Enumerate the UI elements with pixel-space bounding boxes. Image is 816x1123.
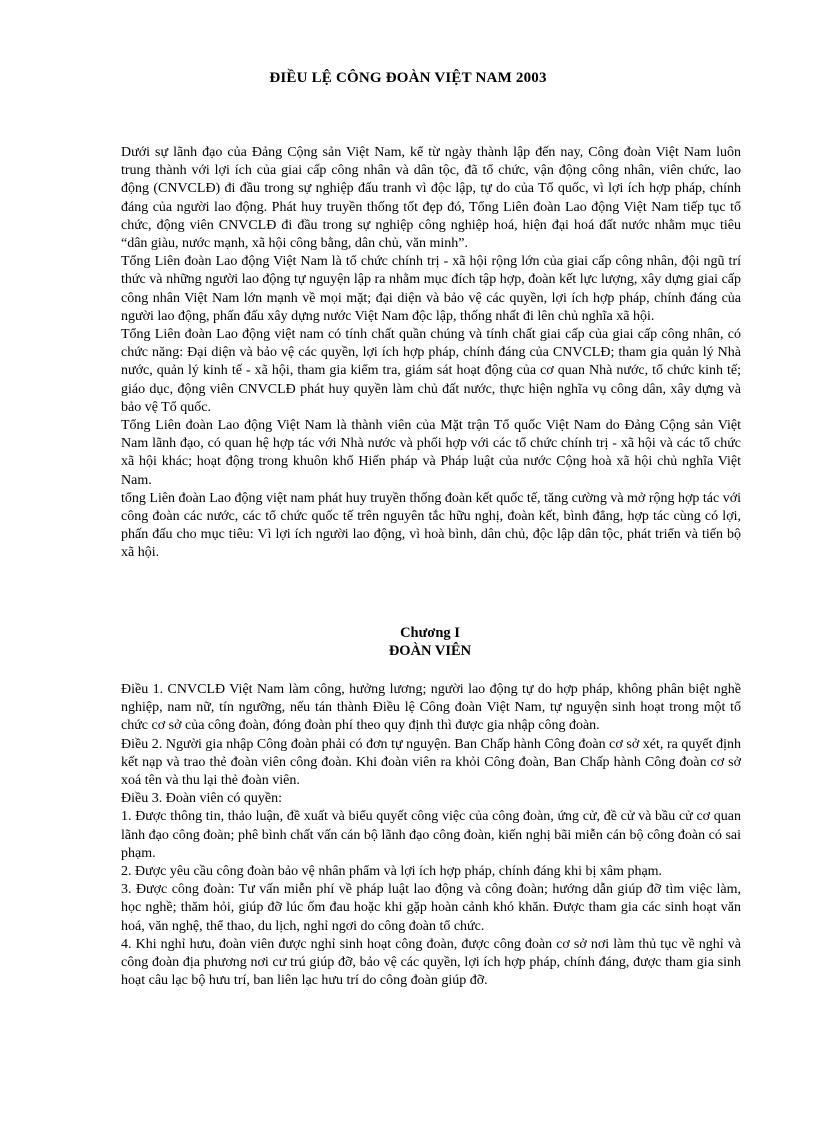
document-title: ĐIỀU LỆ CÔNG ĐOÀN VIỆT NAM 2003: [269, 70, 547, 86]
preamble-paragraph: Tổng Liên đoàn Lao động Việt Nam là thành viên của Mặt trận Tổ quốc Việt Nam do Đảng Cộng sản Việt Nam lãnh đạo, có quan hệ hợp tác với Nhà nước và phối hợp với các tổ chức chính trị - xã hội và các tổ chức xã hội khác; hoạt động trong khuôn khổ Hiến pháp và Pháp luật của nước Cộng hoà xã hội chủ nghĩa Việt Nam.: [121, 418, 741, 488]
article-paragraph: 2. Được yêu cầu công đoàn bảo vệ nhân phẩm và lợi ích hợp pháp, chính đáng khi bị xâm phạm.: [121, 864, 663, 880]
preamble-paragraph: tổng Liên đoàn Lao động việt nam phát huy truyền thống đoàn kết quốc tế, tăng cường và mở rộng hợp tác với công đoàn các nước, các tổ chức quốc tế trên nguyên tắc hữu nghị, đoàn kết, bình đẳng, hợp tác cùng có lợi, phấn đấu cho mục tiêu: Vì lợi ích người lao động, vì hoà bình, dân chủ, độc lập dân tộc, phát triển và tiến bộ xã hội.: [121, 490, 742, 561]
chapter-title: ĐOÀN VIÊN: [388, 643, 472, 659]
chapter-body: [121, 681, 741, 990]
chapter-heading: [0, 624, 816, 660]
preamble-paragraph: Dưới sự lãnh đạo của Đảng Cộng sản Việt Nam, kể từ ngày thành lập đến nay, Công đoàn Việt Nam luôn trung thành với lợi ích của giai cấp công nhân và dân tộc, đã tổ chức, vận động công nhân, viên chức, lao động (CNVCLĐ) đi đầu trong sự nghiệp đấu tranh vì độc lập, tự do của Tổ quốc, vì lợi ích hợp pháp, chính đáng của người lao động. Phát huy truyền thống tốt đẹp đó, Tổng Liên đoàn Lao động Việt Nam tiếp tục tổ chức, động viên CNVCLĐ đi đầu trong sự nghiệp công nghiệp hoá, hiện đại hoá đất nước nhằm mục tiêu “dân giàu, nước mạnh, xã hội công bằng, dân chủ, văn minh”.: [121, 145, 741, 252]
article-paragraph: 1. Được thông tin, thảo luận, đề xuất và biểu quyết công việc của công đoàn, ứng cử, đề cử và bầu cử cơ quan lãnh đạo công đoàn; phê bình chất vấn cán bộ lãnh đạo công đoàn, kiến nghị bãi miễn cán bộ công đoàn có sai phạm.: [121, 809, 741, 861]
article-paragraph: Điều 2. Người gia nhập Công đoàn phải có đơn tự nguyện. Ban Chấp hành Công đoàn cơ sở xét, ra quyết định kết nạp và trao thẻ đoàn viên công đoàn. Khi đoàn viên ra khỏi Công đoàn, Ban Chấp hành Công đoàn cơ sở xoá tên và thu lại thẻ đoàn viên.: [121, 736, 741, 789]
article-paragraph: 4. Khi nghỉ hưu, đoàn viên được nghỉ sinh hoạt công đoàn, được công đoàn cơ sở nơi làm thủ tục về nghỉ và công đoàn địa phương nơi cư trú giúp đỡ, bảo vệ các quyền, lợi ích hợp pháp, chính đáng, được tham gia sinh hoạt câu lạc bộ hưu trí, ban liên lạc hưu trí do công đoàn giúp đỡ.: [121, 936, 741, 989]
chapter-number: Chương I: [400, 625, 460, 641]
preamble-paragraph: Tổng Liên đoàn Lao động việt nam có tính chất quần chúng và tính chất giai cấp của giai cấp công nhân, có chức năng: Đại diện và bảo vệ các quyền, lợi ích hợp pháp, chính đáng của CNVCLĐ; tham gia quản lý Nhà nước, quản lý kinh tế - xã hội, tham gia kiểm tra, giám sát hoạt động của cơ quan Nhà nước, tổ chức kinh tế; giáo dục, động viên CNVCLĐ phát huy quyền làm chủ đất nước, thực hiện nghĩa vụ công dân, xây dựng và bảo vệ Tổ quốc.: [121, 327, 741, 415]
preamble-section: [121, 144, 741, 563]
article-paragraph: Điều 1. CNVCLĐ Việt Nam làm công, hưởng lương; người lao động tự do hợp pháp, không phân biệt nghề nghiệp, nam nữ, tín ngưỡng, nếu tán thành Điều lệ Công đoàn Việt Nam, tự nguyện sinh hoạt trong một tổ chức cơ sở của công đoàn, đóng đoàn phí theo quy định thì được gia nhập công đoàn.: [121, 682, 741, 734]
article-paragraph: Điều 3. Đoàn viên có quyền:: [121, 791, 282, 807]
preamble-paragraph: Tổng Liên đoàn Lao động Việt Nam là tổ chức chính trị - xã hội rộng lớn của giai cấp công nhân, đội ngũ trí thức và những người lao động tự nguyện lập ra nhằm mục đích tập hợp, đoàn kết lực lượng, xây dựng giai cấp công nhân Việt Nam lớn mạnh về mọi mặt; đại diện và bảo vệ các quyền, lợi ích hợp pháp, chính đáng của người lao động, phấn đấu xây dựng nước Việt Nam độc lập, thống nhất đi lên chủ nghĩa xã hội.: [121, 254, 741, 324]
article-paragraph: 3. Được công đoàn: Tư vấn miễn phí về pháp luật lao động và công đoàn; hướng dẫn giúp đỡ tìm việc làm, học nghề; thăm hỏi, giúp đỡ lúc ốm đau hoặc khi gặp hoàn cảnh khó khăn. Được tham gia các sinh hoạt văn hoá, văn nghệ, thể thao, du lịch, nghỉ ngơi do công đoàn tổ chức.: [121, 882, 741, 934]
